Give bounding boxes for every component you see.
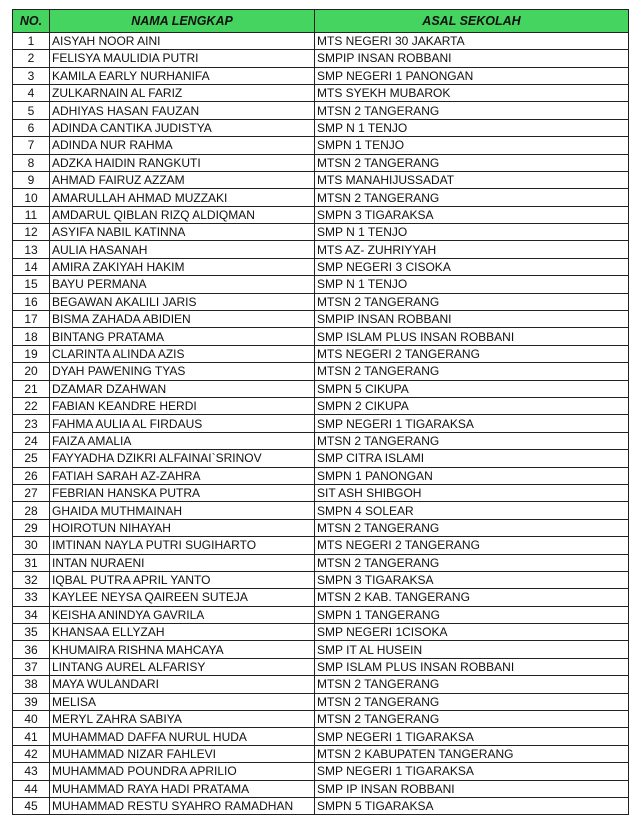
row-number: 31 — [13, 554, 50, 571]
student-name: MUHAMMAD RESTU SYAHRO RAMADHAN — [50, 797, 315, 814]
school-name: MTSN 2 TANGERANG — [315, 711, 629, 728]
table-row — [13, 537, 629, 554]
row-number: 1 — [13, 32, 50, 49]
school-name: SMP NEGERI 3 CISOKA — [315, 258, 629, 275]
row-number: 40 — [13, 711, 50, 728]
table-row — [13, 224, 629, 241]
row-number: 21 — [13, 380, 50, 397]
table-row — [13, 345, 629, 362]
table-row — [13, 241, 629, 258]
table-row — [13, 571, 629, 588]
student-name: BEGAWAN AKALILI JARIS — [50, 293, 315, 310]
student-name: MUHAMMAD DAFFA NURUL HUDA — [50, 728, 315, 745]
school-name: SMP CITRA ISLAMI — [315, 450, 629, 467]
school-name: MTSN 2 TANGERANG — [315, 293, 629, 310]
school-name: SMP NEGERI 1CISOKA — [315, 624, 629, 641]
row-number: 20 — [13, 363, 50, 380]
row-number: 39 — [13, 693, 50, 710]
table-row — [13, 797, 629, 814]
student-name: MUHAMMAD RAYA HADI PRATAMA — [50, 780, 315, 797]
row-number: 45 — [13, 797, 50, 814]
school-name: SMP NEGERI 1 TIGARAKSA — [315, 728, 629, 745]
row-number: 23 — [13, 415, 50, 432]
table-row — [13, 50, 629, 67]
student-name: ADHIYAS HASAN FAUZAN — [50, 102, 315, 119]
school-name: SMP IP INSAN ROBBANI — [315, 780, 629, 797]
school-name: MTS MANAHIJUSSADAT — [315, 171, 629, 188]
student-name: KAMILA EARLY NURHANIFA — [50, 67, 315, 84]
student-name: MELISA — [50, 693, 315, 710]
table-row — [13, 606, 629, 623]
table-row — [13, 589, 629, 606]
student-name: IQBAL PUTRA APRIL YANTO — [50, 571, 315, 588]
table-row — [13, 745, 629, 762]
row-number: 42 — [13, 745, 50, 762]
table-row — [13, 171, 629, 188]
table-row — [13, 102, 629, 119]
school-name: SMP N 1 TENJO — [315, 276, 629, 293]
student-name: ADZKA HAIDIN RANGKUTI — [50, 154, 315, 171]
student-name: ADINDA CANTIKA JUDISTYA — [50, 119, 315, 136]
school-name: MTSN 2 TANGERANG — [315, 189, 629, 206]
row-number: 22 — [13, 398, 50, 415]
row-number: 27 — [13, 484, 50, 501]
student-name: FAYYADHA DZIKRI ALFAINAI`SRINOV — [50, 450, 315, 467]
student-name: LINTANG AUREL ALFARISY — [50, 658, 315, 675]
table-row — [13, 728, 629, 745]
table-row — [13, 415, 629, 432]
school-name: SMPN 5 CIKUPA — [315, 380, 629, 397]
row-number: 9 — [13, 171, 50, 188]
student-name: MUHAMMAD POUNDRA APRILIO — [50, 763, 315, 780]
school-name: SMPN 1 PANONGAN — [315, 467, 629, 484]
school-name: SMP IT AL HUSEIN — [315, 641, 629, 658]
table-body — [13, 32, 629, 815]
school-name: SMP N 1 TENJO — [315, 119, 629, 136]
school-name: MTS SYEKH MUBAROK — [315, 84, 629, 101]
school-name: MTSN 2 TANGERANG — [315, 154, 629, 171]
row-number: 19 — [13, 345, 50, 362]
row-number: 4 — [13, 84, 50, 101]
row-number: 14 — [13, 258, 50, 275]
row-number: 8 — [13, 154, 50, 171]
row-number: 41 — [13, 728, 50, 745]
school-name: SMPIP INSAN ROBBANI — [315, 311, 629, 328]
table-row — [13, 328, 629, 345]
row-number: 24 — [13, 432, 50, 449]
row-number: 10 — [13, 189, 50, 206]
school-name: SMPN 3 TIGARAKSA — [315, 571, 629, 588]
table-row — [13, 84, 629, 101]
student-name: FEBRIAN HANSKA PUTRA — [50, 484, 315, 501]
student-name: KAYLEE NEYSA QAIREEN SUTEJA — [50, 589, 315, 606]
table-row — [13, 398, 629, 415]
table-row — [13, 258, 629, 275]
row-number: 25 — [13, 450, 50, 467]
row-number: 35 — [13, 624, 50, 641]
student-name: FAHMA AULIA AL FIRDAUS — [50, 415, 315, 432]
student-name: IMTINAN NAYLA PUTRI SUGIHARTO — [50, 537, 315, 554]
row-number: 13 — [13, 241, 50, 258]
table-row — [13, 32, 629, 49]
school-name: SMP NEGERI 1 PANONGAN — [315, 67, 629, 84]
student-name: FATIAH SARAH AZ-ZAHRA — [50, 467, 315, 484]
table-row — [13, 119, 629, 136]
student-name: FELISYA MAULIDIA PUTRI — [50, 50, 315, 67]
student-table — [12, 9, 629, 815]
student-name: MUHAMMAD NIZAR FAHLEVI — [50, 745, 315, 762]
student-name: FAIZA AMALIA — [50, 432, 315, 449]
row-number: 6 — [13, 119, 50, 136]
school-name: MTSN 2 TANGERANG — [315, 519, 629, 536]
student-name: KEISHA ANINDYA GAVRILA — [50, 606, 315, 623]
row-number: 5 — [13, 102, 50, 119]
school-name: MTSN 2 TANGERANG — [315, 102, 629, 119]
table-row — [13, 641, 629, 658]
row-number: 3 — [13, 67, 50, 84]
school-name: SIT ASH SHIBGOH — [315, 484, 629, 501]
row-number: 16 — [13, 293, 50, 310]
student-name: HOIROTUN NIHAYAH — [50, 519, 315, 536]
row-number: 2 — [13, 50, 50, 67]
student-name: AISYAH NOOR AINI — [50, 32, 315, 49]
school-name: SMPN 1 TANGERANG — [315, 606, 629, 623]
school-name: SMP N 1 TENJO — [315, 224, 629, 241]
school-name: SMP NEGERI 1 TIGARAKSA — [315, 415, 629, 432]
row-number: 30 — [13, 537, 50, 554]
student-name: DZAMAR DZAHWAN — [50, 380, 315, 397]
table-row — [13, 624, 629, 641]
student-name: ASYIFA NABIL KATINNA — [50, 224, 315, 241]
row-number: 26 — [13, 467, 50, 484]
table-row — [13, 519, 629, 536]
school-name: SMPN 3 TIGARAKSA — [315, 206, 629, 223]
school-name: SMPIP INSAN ROBBANI — [315, 50, 629, 67]
school-name: MTSN 2 TANGERANG — [315, 693, 629, 710]
table-row — [13, 137, 629, 154]
table-row — [13, 467, 629, 484]
table-row — [13, 484, 629, 501]
row-number: 32 — [13, 571, 50, 588]
student-name: BISMA ZAHADA ABIDIEN — [50, 311, 315, 328]
table-row — [13, 502, 629, 519]
student-name: FABIAN KEANDRE HERDI — [50, 398, 315, 415]
school-name: SMPN 1 TENJO — [315, 137, 629, 154]
school-name: SMP ISLAM PLUS INSAN ROBBANI — [315, 658, 629, 675]
student-name: BINTANG PRATAMA — [50, 328, 315, 345]
student-name: BAYU PERMANA — [50, 276, 315, 293]
student-name: AMARULLAH AHMAD MUZZAKI — [50, 189, 315, 206]
table-row — [13, 380, 629, 397]
header-name: NAMA LENGKAP — [50, 10, 315, 33]
header-school: ASAL SEKOLAH — [315, 10, 629, 33]
school-name: MTSN 2 TANGERANG — [315, 676, 629, 693]
student-name: CLARINTA ALINDA AZIS — [50, 345, 315, 362]
row-number: 15 — [13, 276, 50, 293]
school-name: SMPN 4 SOLEAR — [315, 502, 629, 519]
row-number: 43 — [13, 763, 50, 780]
row-number: 12 — [13, 224, 50, 241]
school-name: SMPN 2 CIKUPA — [315, 398, 629, 415]
table-row — [13, 554, 629, 571]
table-row — [13, 763, 629, 780]
student-name: MAYA WULANDARI — [50, 676, 315, 693]
table-row — [13, 206, 629, 223]
table-row — [13, 276, 629, 293]
school-name: MTSN 2 KABUPATEN TANGERANG — [315, 745, 629, 762]
student-name: ZULKARNAIN AL FARIZ — [50, 84, 315, 101]
school-name: SMP NEGERI 1 TIGARAKSA — [315, 763, 629, 780]
school-name: MTSN 2 KAB. TANGERANG — [315, 589, 629, 606]
student-name: AMDARUL QIBLAN RIZQ ALDIQMAN — [50, 206, 315, 223]
school-name: SMPN 5 TIGARAKSA — [315, 797, 629, 814]
school-name: MTS NEGERI 30 JAKARTA — [315, 32, 629, 49]
row-number: 38 — [13, 676, 50, 693]
school-name: MTS AZ- ZUHRIYYAH — [315, 241, 629, 258]
school-name: MTS NEGERI 2 TANGERANG — [315, 537, 629, 554]
table-row — [13, 293, 629, 310]
row-number: 28 — [13, 502, 50, 519]
row-number: 44 — [13, 780, 50, 797]
table-row — [13, 711, 629, 728]
table-row — [13, 432, 629, 449]
table-row — [13, 693, 629, 710]
table-row — [13, 189, 629, 206]
row-number: 34 — [13, 606, 50, 623]
school-name: MTSN 2 TANGERANG — [315, 554, 629, 571]
row-number: 7 — [13, 137, 50, 154]
table-row — [13, 67, 629, 84]
student-name: AHMAD FAIRUZ AZZAM — [50, 171, 315, 188]
row-number: 18 — [13, 328, 50, 345]
student-name: DYAH PAWENING TYAS — [50, 363, 315, 380]
student-name: KHUMAIRA RISHNA MAHCAYA — [50, 641, 315, 658]
school-name: MTSN 2 TANGERANG — [315, 363, 629, 380]
row-number: 17 — [13, 311, 50, 328]
student-name: AMIRA ZAKIYAH HAKIM — [50, 258, 315, 275]
table-row — [13, 311, 629, 328]
row-number: 33 — [13, 589, 50, 606]
header-row — [13, 10, 629, 33]
table-row — [13, 450, 629, 467]
student-name: AULIA HASANAH — [50, 241, 315, 258]
table-row — [13, 780, 629, 797]
school-name: MTSN 2 TANGERANG — [315, 432, 629, 449]
table-row — [13, 676, 629, 693]
school-name: MTS NEGERI 2 TANGERANG — [315, 345, 629, 362]
student-name: INTAN NURAENI — [50, 554, 315, 571]
header-no: NO. — [13, 10, 50, 33]
student-name: ADINDA NUR RAHMA — [50, 137, 315, 154]
student-name: GHAIDA MUTHMAINAH — [50, 502, 315, 519]
row-number: 11 — [13, 206, 50, 223]
row-number: 37 — [13, 658, 50, 675]
row-number: 29 — [13, 519, 50, 536]
table-row — [13, 363, 629, 380]
table-row — [13, 658, 629, 675]
student-name: MERYL ZAHRA SABIYA — [50, 711, 315, 728]
table-row — [13, 154, 629, 171]
student-name: KHANSAA ELLYZAH — [50, 624, 315, 641]
school-name: SMP ISLAM PLUS INSAN ROBBANI — [315, 328, 629, 345]
row-number: 36 — [13, 641, 50, 658]
